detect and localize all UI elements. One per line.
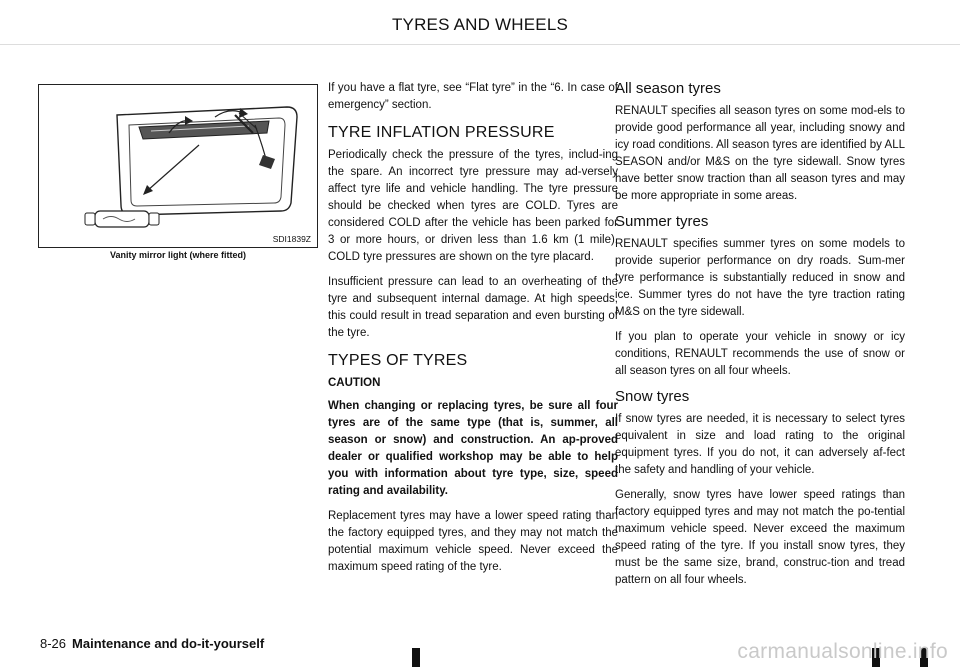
snow-paragraph-1: If snow tyres are needed, it is necessary to select tyres equivalent in size and load rating to the original equipment tyres. If you do not, it can adversely af-fect the safety and handling of your vehicle. (615, 413, 905, 476)
crop-mark (412, 648, 420, 667)
figure-vanity-mirror-light (38, 84, 318, 248)
page-footer (40, 636, 264, 651)
types-paragraph: Replacement tyres may have a lower speed rating than the factory equipped tyres, and they may not match the potential maximum vehicle speed. Never exceed the maximum speed rating of the tyre. (328, 510, 618, 573)
caution-text: When changing or replacing tyres, be sure all four tyres are of the same type (that is, summer, all season or snow) and construction. An ap-proved dealer or qualified workshop may be able to help you with information about tyre type, size, speed rating and availability. (328, 400, 618, 497)
summer-paragraph-2: If you plan to operate your vehicle in snowy or icy conditions, RENAULT recommends the use of snow or all season tyres on all four wheels. (615, 331, 905, 377)
heading-summer-tyres: Summer tyres (615, 213, 709, 230)
caution-label: CAUTION (328, 377, 381, 389)
header-divider (0, 44, 960, 45)
watermark: carmanualsonline.info (737, 640, 948, 663)
heading-tyre-inflation-pressure: TYRE INFLATION PRESSURE (328, 124, 555, 141)
pressure-paragraph-1: Periodically check the pressure of the tyres, includ-ing the spare. An incorrect tyre pressure may ad-versely affect tyre life and vehicle handling. The tyre pressure should be checked when tyres are COLD. Tyres are considered COLD after the vehicle has been parked for 3 or more hours, or driven less than 1.6 km (1 mile). COLD tyre pressures are shown on the tyre placard. (328, 149, 618, 263)
all-season-paragraph: RENAULT specifies all season tyres on some mod-els to provide good performance all year, including snowy and icy road conditions. All season tyres are identified by ALL SEASON and/or M&S on the tyre sidewall. Snow tyres have better snow traction than all season tyres and may be more appropriate in some areas. (615, 105, 905, 202)
page-header-title: TYRES AND WHEELS (391, 15, 569, 34)
figure-code: SDI1839Z (272, 234, 311, 244)
footer-section-title: Maintenance and do-it-yourself (72, 636, 265, 651)
vanity-mirror-illustration (39, 85, 319, 249)
figure-caption: Vanity mirror light (where fitted) (109, 250, 246, 260)
heading-snow-tyres: Snow tyres (615, 388, 690, 405)
snow-paragraph-2: Generally, snow tyres have lower speed ratings than factory equipped tyres and may not match the po-tential maximum vehicle speed. Never exceed the maximum speed rating of the tyre. If you install snow tyres, they must be the same size, brand, construc-tion and tread pattern on all four wheels. (615, 489, 905, 586)
pressure-paragraph-2: Insufficient pressure can lead to an overheating of the tyre and subsequent internal damage. At high speeds, this could result in tread separation and even bursting of the tyre. (328, 276, 618, 339)
heading-types-of-tyres: TYPES OF TYRES (328, 352, 468, 369)
intro-paragraph: If you have a flat tyre, see “Flat tyre” in the “6. In case of emergency” section. (328, 82, 618, 111)
heading-all-season-tyres: All season tyres (615, 80, 721, 97)
middle-column (328, 80, 618, 584)
right-column (615, 80, 905, 597)
summer-paragraph-1: RENAULT specifies summer tyres on some models to provide superior performance on dry roads. Sum-mer tyre performance is substantially reduced in snow and ice. Summer tyres do not have the tyre traction rating M&S on the tyre sidewall. (615, 238, 905, 318)
page-number: 8-26 (40, 636, 67, 651)
